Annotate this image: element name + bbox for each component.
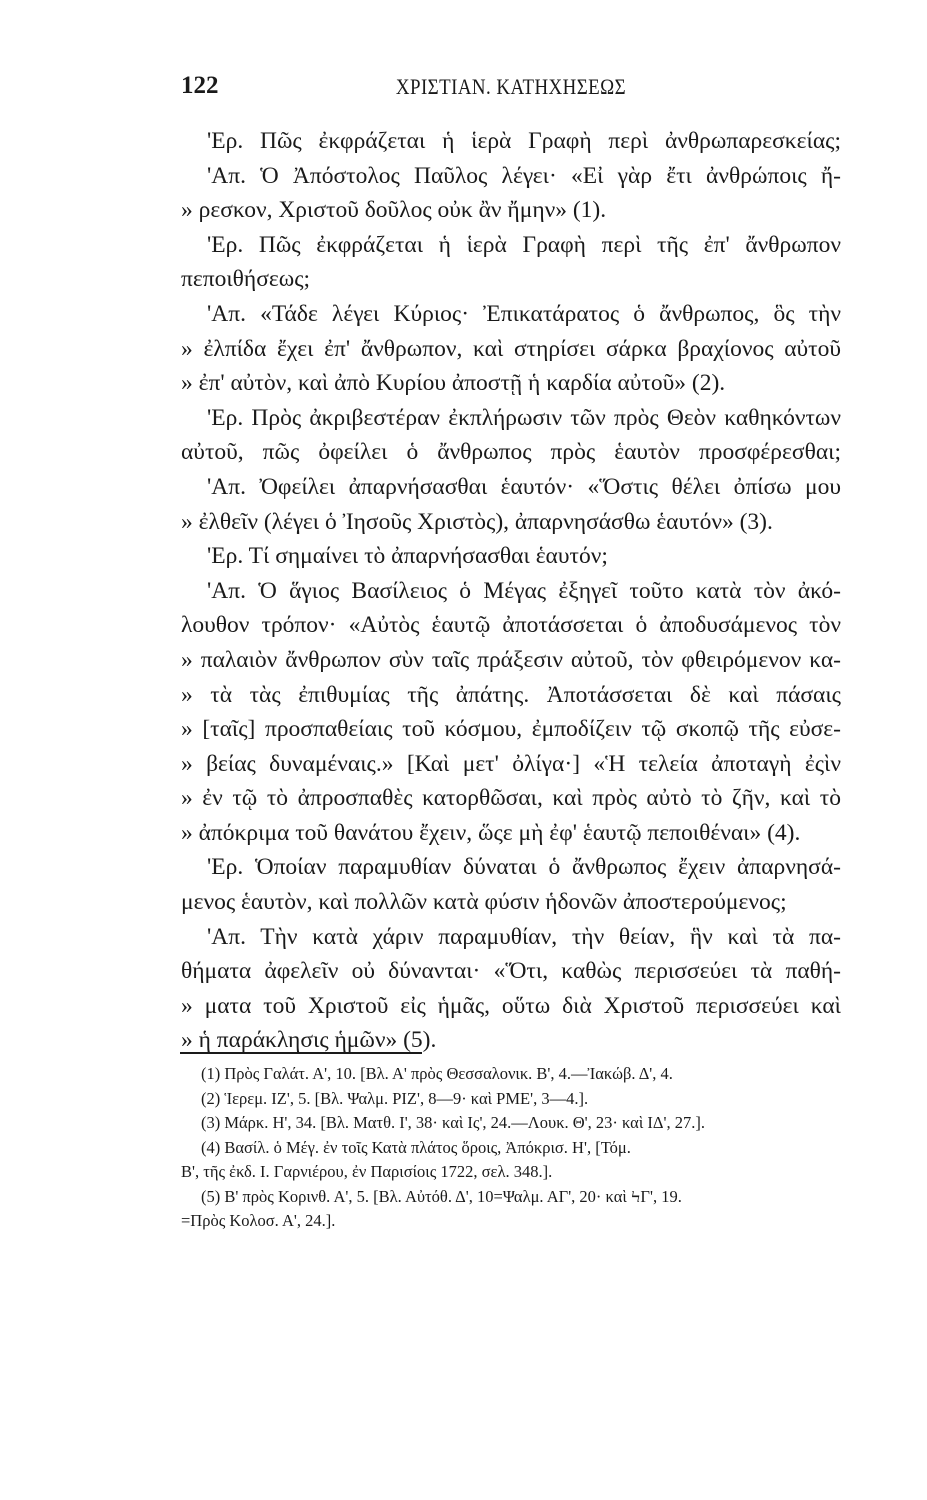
text-line: » ρεσκον, Χριστοῦ δοῦλος οὐκ ἂν ἤμην» (1). bbox=[181, 197, 607, 224]
text-line: » ἐλθεῖν (λέγει ὁ Ἰησοῦς Χριστὸς), ἀπαρνησάσθω ἑαυτόν» (3). bbox=[181, 508, 773, 535]
catechism-text bbox=[181, 124, 841, 1058]
text-line: αὐτοῦ, πῶς ὀφείλει ὁ ἄνθρωπος πρὸς ἑαυτὸν προσφέρεσθαι; bbox=[181, 439, 841, 466]
footnote-line: Β', τῆς ἐκδ. Ι. Γαρνιέρου, ἐν Παρισίοις 1722, σελ. 348.]. bbox=[181, 1162, 553, 1181]
text-line: πεποιθήσεως; bbox=[181, 266, 311, 293]
footnote-line: (2) Ἱερεμ. ΙΖ', 5. [Βλ. Ψαλμ. ΡΙΖ', 8—9· καὶ ΡΜΕ', 3—4.]. bbox=[201, 1088, 589, 1108]
text-line: » τὰ τὰς ἐπιθυμίας τῆς ἀπάτης. Ἀποτάσσεται δὲ καὶ πάσαις bbox=[181, 681, 841, 708]
text-line: 'Ερ. Πῶς ἐκφράζεται ἡ ἱερὰ Γραφὴ περὶ ἀνθρωπαρεσκείας; bbox=[207, 128, 841, 154]
text-line: 'Ερ. Πρὸς ἀκριβεστέραν ἐκπλήρωσιν τῶν πρὸς Θεὸν καθηκόντων bbox=[207, 404, 841, 431]
text-line: » ἡ παράκλησις ἡμῶν» (5). bbox=[181, 1027, 437, 1054]
text-line: » [ταῖς] προσπαθείαις τοῦ κόσμου, ἐμποδίζειν τῷ σκοπῷ τῆς εὐσε- bbox=[181, 716, 841, 743]
text-line: λουθον τρόπον· «Αὐτὸς ἑαυτῷ ἀποτάσσεται ὁ ἀποδυσάμενος τὸν bbox=[181, 612, 841, 639]
text-line: 'Απ. «Τάδε λέγει Κύριος· Ἐπικατάρατος ὁ ἄνθρωπος, ὃς τὴν bbox=[207, 300, 841, 327]
text-line: 'Ερ. Τί σημαίνει τὸ ἀπαρνήσασθαι ἑαυτόν; bbox=[207, 543, 608, 570]
text-line: » ματα τοῦ Χριστοῦ εἰς ἡμᾶς, οὕτω διὰ Χριστοῦ περισσεύει καὶ bbox=[181, 992, 841, 1019]
footnote-line: (5) Β' πρὸς Κορινθ. Α', 5. [Βλ. Αὐτόθ. Δ', 10=Ψαλμ. ΑΓ', 20· καὶ ϞΓ', 19. bbox=[201, 1186, 682, 1206]
footnote-line: (4) Βασίλ. ὁ Μέγ. ἐν τοῖς Κατὰ πλάτος ὅροις, Ἀπόκρισ. Η', [Τόμ. bbox=[201, 1137, 631, 1157]
footnote-line: (3) Μάρκ. Η', 34. [Βλ. Ματθ. Ι', 38· καὶ Ις', 24.—Λουκ. Θ', 23· καὶ ΙΔ', 27.]. bbox=[201, 1113, 705, 1132]
text-line: » ἐλπίδα ἔχει ἐπ' ἄνθρωπον, καὶ στηρίσει σάρκα βραχίονος αὐτοῦ bbox=[181, 335, 841, 362]
text-line: 'Απ. Ὁ Ἀπόστολος Παῦλος λέγει· «Εἰ γὰρ ἔτι ἀνθρώποις ἤ- bbox=[207, 162, 841, 189]
footnote-line: =Πρὸς Κολοσ. Α', 24.]. bbox=[181, 1211, 336, 1230]
footnote-line: (1) Πρὸς Γαλάτ. Α', 10. [Βλ. Α' πρὸς Θεσσαλονικ. Β', 4.—Ἰακώβ. Δ', 4. bbox=[201, 1064, 673, 1083]
text-line: » παλαιὸν ἄνθρωπον σὺν ταῖς πράξεσιν αὐτοῦ, τὸν φθειρόμενον κα- bbox=[181, 646, 841, 673]
text-line: θήματα ἀφελεῖν οὐ δύνανται· «Ὅτι, καθὼς περισσεύει τὰ παθή- bbox=[181, 958, 841, 985]
text-line: 'Απ. Ὀφείλει ἀπαρνήσασθαι ἑαυτόν· «Ὅστις θέλει ὀπίσω μου bbox=[207, 473, 841, 500]
page-number: 122 bbox=[181, 72, 219, 99]
text-line: 'Απ. Τὴν κατὰ χάριν παραμυθίαν, τὴν θείαν, ἣν καὶ τὰ πα- bbox=[207, 923, 841, 950]
text-line: 'Ερ. Πῶς ἐκφράζεται ἡ ἱερὰ Γραφὴ περὶ τῆς ἐπ' ἄνθρωπον bbox=[207, 231, 841, 258]
text-line: 'Ερ. Ὁποίαν παραμυθίαν δύναται ὁ ἄνθρωπος ἔχειν ἀπαρνησά- bbox=[207, 854, 841, 881]
running-title: ΧΡΙΣΤΙΑΝ. ΚΑΤΗΧΗΣΕΩΣ bbox=[395, 74, 627, 99]
text-line: » βείας δυναμέναις.» [Καὶ μετ' ὀλίγα·] «Ἡ τελεία ἀποταγὴ ἐςὶν bbox=[181, 750, 841, 777]
text-line: » ἐν τῷ τὸ ἀπροσπαθὲς κατορθῶσαι, καὶ πρὸς αὐτὸ τὸ ζῆν, καὶ τὸ bbox=[181, 785, 841, 812]
footnote-divider bbox=[180, 1052, 422, 1054]
page-header bbox=[181, 72, 841, 112]
text-line: » ἐπ' αὐτὸν, καὶ ἀπὸ Κυρίου ἀποστῇ ἡ καρδία αὐτοῦ» (2). bbox=[181, 370, 726, 397]
text-line: μενος ἑαυτὸν, καὶ πολλῶν κατὰ φύσιν ἡδονῶν ἀποστερούμενος; bbox=[181, 889, 787, 916]
text-line: » ἀπόκριμα τοῦ θανάτου ἔχειν, ὥςε μὴ ἐφ' ἑαυτῷ πεποιθέναι» (4). bbox=[181, 819, 801, 846]
footnotes bbox=[181, 1062, 841, 1234]
text-line: 'Απ. Ὁ ἅγιος Βασίλειος ὁ Μέγας ἐξηγεῖ τοῦτο κατὰ τὸν ἀκό- bbox=[207, 577, 841, 604]
